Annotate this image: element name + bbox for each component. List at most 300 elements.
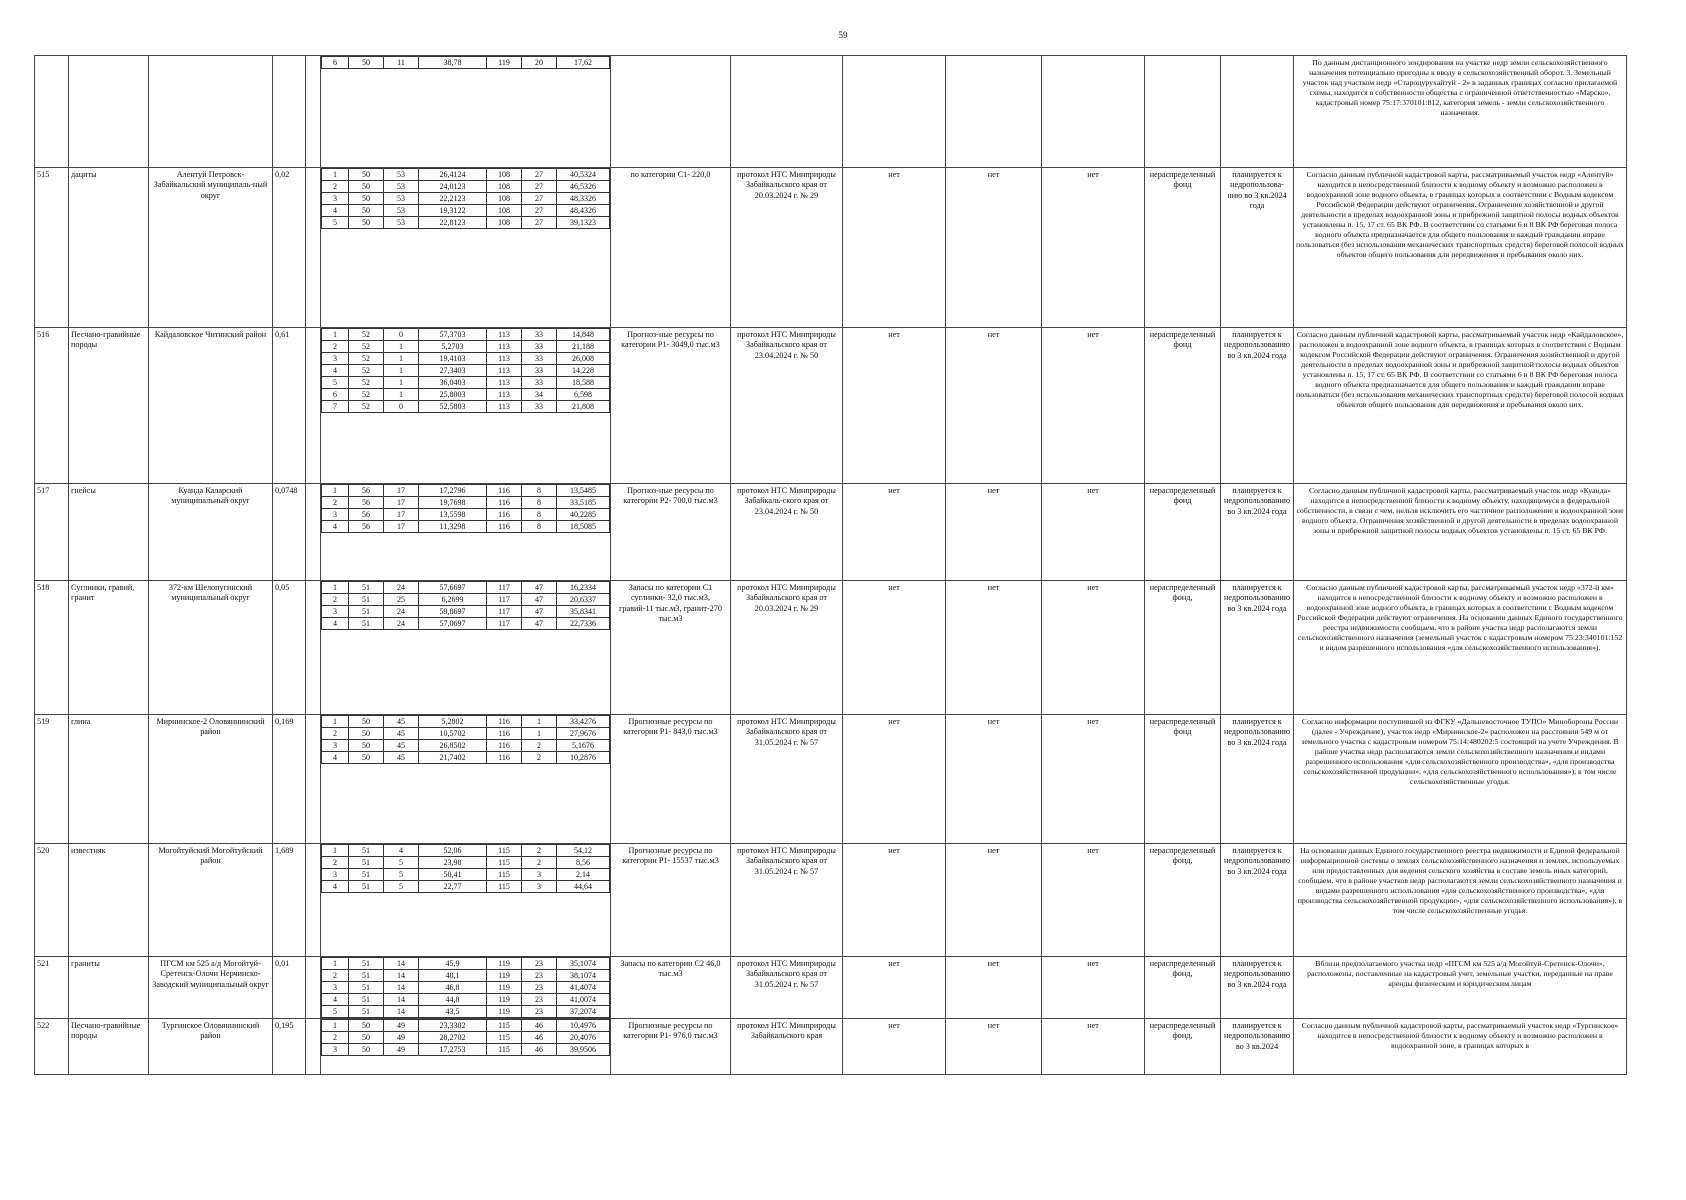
coordinate-value: 0 bbox=[384, 329, 419, 341]
fund-status bbox=[1145, 56, 1221, 168]
coordinates-cell bbox=[321, 328, 611, 484]
coordinate-value: 2 bbox=[522, 845, 557, 857]
coordinate-value: 51 bbox=[349, 881, 384, 893]
coordinate-point bbox=[322, 728, 610, 740]
coordinates-cell bbox=[321, 844, 611, 957]
coordinate-value: 2,14 bbox=[557, 869, 610, 881]
coordinate-value: 2 bbox=[322, 594, 349, 606]
restriction-1: нет bbox=[843, 581, 946, 715]
coordinate-value: 113 bbox=[487, 377, 522, 389]
restriction-2: нет bbox=[946, 1019, 1042, 1075]
restriction-1: нет bbox=[843, 484, 946, 581]
coordinate-point bbox=[322, 521, 610, 533]
coordinate-value: 50,41 bbox=[419, 869, 487, 881]
coordinates-table bbox=[321, 1019, 610, 1056]
coordinate-value: 1 bbox=[522, 728, 557, 740]
row-number: 516 bbox=[35, 328, 69, 484]
coordinate-value: 4 bbox=[322, 994, 349, 1006]
coordinate-value: 14 bbox=[384, 1006, 419, 1018]
row-number: 515 bbox=[35, 168, 69, 328]
restriction-2: нет bbox=[946, 715, 1042, 844]
coordinate-value: 4 bbox=[322, 618, 349, 630]
site-area bbox=[273, 56, 306, 168]
approval-protocol bbox=[731, 56, 843, 168]
coordinate-value: 1 bbox=[322, 329, 349, 341]
coordinate-value: 45 bbox=[384, 740, 419, 752]
coordinates-cell bbox=[321, 56, 611, 168]
coordinate-value: 116 bbox=[487, 752, 522, 764]
coordinate-value: 21,188 bbox=[557, 341, 610, 353]
restriction-1: нет bbox=[843, 1019, 946, 1075]
coordinate-value: 5,2703 bbox=[419, 341, 487, 353]
coordinate-value: 33 bbox=[522, 401, 557, 413]
site-area: 0,0748 bbox=[273, 484, 306, 581]
coordinate-value: 23 bbox=[522, 958, 557, 970]
coordinate-value: 13,5598 bbox=[419, 509, 487, 521]
coordinate-value: 50 bbox=[349, 217, 384, 229]
coordinate-value: 113 bbox=[487, 353, 522, 365]
site-note: Согласно данным публичной кадастровой карты, рассматриваемый участок недр «372-й км» находится в непосредственной близости к водному объекту и возможно расположен в водоохранной зоне водного объекта, в границах которых в соответствии с Водным кодексом Российской Федерации действуют ограничения. На основании данных Единого государственного реестра недвижимости сообщаем, что в районе участка недр располагаются земли сельскохозяйственного назначения (земельный участок с кадастровым номером 75:23:340101:152 и видом разрешенного использования «для сельскохозяйственного использования»). bbox=[1294, 581, 1627, 715]
restriction-3: нет bbox=[1042, 328, 1145, 484]
coordinate-value: 14,848 bbox=[557, 329, 610, 341]
coordinate-value: 24 bbox=[384, 582, 419, 594]
coordinate-value: 2 bbox=[322, 970, 349, 982]
coordinate-value: 46 bbox=[522, 1032, 557, 1044]
restriction-2: нет bbox=[946, 328, 1042, 484]
restriction-3: нет bbox=[1042, 844, 1145, 957]
mineral-type: граниты bbox=[69, 957, 149, 1019]
coordinate-value: 50 bbox=[349, 716, 384, 728]
resources-estimate: Прогноз-ные ресурсы по категории Р1- 3049,0 тыс.м3 bbox=[611, 328, 731, 484]
coordinate-value: 1 bbox=[322, 169, 349, 181]
restriction-1: нет bbox=[843, 844, 946, 957]
site-area: 0,01 bbox=[273, 957, 306, 1019]
coordinate-value: 24 bbox=[384, 606, 419, 618]
coordinates-table bbox=[321, 328, 610, 413]
coordinate-point bbox=[322, 193, 610, 205]
coordinate-value: 1 bbox=[322, 485, 349, 497]
coordinate-point bbox=[322, 509, 610, 521]
site-area: 0,05 bbox=[273, 581, 306, 715]
coordinate-point bbox=[322, 485, 610, 497]
spacer-cell bbox=[306, 1019, 321, 1075]
coordinate-point bbox=[322, 365, 610, 377]
coordinate-value: 39,9506 bbox=[557, 1044, 610, 1056]
register-row bbox=[35, 957, 1627, 1019]
coordinate-value: 23 bbox=[522, 970, 557, 982]
site-note: Вблизи предполагаемого участка недр «ПГСМ км 525 а/д Могойтуй-Сретенск-Олочи», расположены, поставленные на кадастровый учет, земельные участки, переданные на праве аренды физическим и юридическим лицам bbox=[1294, 957, 1627, 1019]
coordinate-point bbox=[322, 845, 610, 857]
coordinate-point bbox=[322, 994, 610, 1006]
coordinate-value: 47 bbox=[522, 582, 557, 594]
coordinate-value: 46,8 bbox=[419, 982, 487, 994]
coordinate-point bbox=[322, 497, 610, 509]
coordinate-value: 51 bbox=[349, 857, 384, 869]
coordinate-value: 6,598 bbox=[557, 389, 610, 401]
coordinate-value: 22,2123 bbox=[419, 193, 487, 205]
coordinate-point bbox=[322, 970, 610, 982]
coordinate-value: 2 bbox=[322, 1032, 349, 1044]
coordinate-value: 115 bbox=[487, 845, 522, 857]
coordinate-value: 48,3326 bbox=[557, 193, 610, 205]
coordinate-value: 108 bbox=[487, 205, 522, 217]
coordinate-value: 23,98 bbox=[419, 857, 487, 869]
spacer-cell bbox=[306, 56, 321, 168]
coordinate-value: 27 bbox=[522, 169, 557, 181]
spacer-cell bbox=[306, 168, 321, 328]
coordinate-value: 27 bbox=[522, 217, 557, 229]
coordinate-value: 26,008 bbox=[557, 353, 610, 365]
coordinate-value: 17 bbox=[384, 497, 419, 509]
coordinate-value: 21,808 bbox=[557, 401, 610, 413]
coordinate-point bbox=[322, 181, 610, 193]
approval-protocol: протокол НТС Минприроды Забайкальского края от 31.05.2024 г. № 57 bbox=[731, 957, 843, 1019]
fund-status: нераспределенный фонд bbox=[1145, 715, 1221, 844]
register-row bbox=[35, 844, 1627, 957]
site-area: 0,02 bbox=[273, 168, 306, 328]
coordinate-value: 25,8003 bbox=[419, 389, 487, 401]
coordinate-value: 14,228 bbox=[557, 365, 610, 377]
coordinate-value: 36,0403 bbox=[419, 377, 487, 389]
coordinate-value: 27 bbox=[522, 181, 557, 193]
coordinate-point bbox=[322, 869, 610, 881]
coordinate-value: 108 bbox=[487, 193, 522, 205]
coordinate-value: 45 bbox=[384, 716, 419, 728]
mineral-type: глина bbox=[69, 715, 149, 844]
coordinate-point bbox=[322, 618, 610, 630]
restriction-3: нет bbox=[1042, 1019, 1145, 1075]
coordinate-value: 6 bbox=[322, 389, 349, 401]
coordinate-value: 108 bbox=[487, 181, 522, 193]
register-row bbox=[35, 168, 1627, 328]
coordinate-point bbox=[322, 389, 610, 401]
coordinate-value: 49 bbox=[384, 1020, 419, 1032]
row-number: 522 bbox=[35, 1019, 69, 1075]
coordinate-value: 33 bbox=[522, 329, 557, 341]
coordinates-cell bbox=[321, 484, 611, 581]
coordinate-value: 8 bbox=[522, 509, 557, 521]
fund-status: нераспределенный фонд, bbox=[1145, 844, 1221, 957]
mineral-type: Песчано-гравийные породы bbox=[69, 328, 149, 484]
coordinate-value: 51 bbox=[349, 594, 384, 606]
coordinate-value: 17 bbox=[384, 485, 419, 497]
coordinate-point bbox=[322, 57, 610, 69]
coordinate-value: 45 bbox=[384, 728, 419, 740]
coordinate-value: 47 bbox=[522, 618, 557, 630]
coordinate-value: 1 bbox=[384, 353, 419, 365]
coordinate-value: 2 bbox=[322, 857, 349, 869]
coordinate-value: 23 bbox=[522, 994, 557, 1006]
coordinate-value: 113 bbox=[487, 341, 522, 353]
coordinate-value: 48,1 bbox=[419, 970, 487, 982]
coordinate-value: 26,4124 bbox=[419, 169, 487, 181]
site-note: По данным дистанционного зондирования на участке недр земли сельскохозяйственного назначения потенциально пригодны к вводу в сельскохозяйственный оборот. 3. Земельный участок над участком недр «Староцурухайтуй - 2» в заданных границах согласно прилагаемой схемы, находится в собственности общества с ограниченной ответственностью «Марско», кадастровый номер 75:17:370101:812, категория земель - земли сельскохозяйственного назначения. bbox=[1294, 56, 1627, 168]
coordinate-value: 57,3703 bbox=[419, 329, 487, 341]
coordinate-point bbox=[322, 594, 610, 606]
coordinate-value: 28,2702 bbox=[419, 1032, 487, 1044]
coordinate-value: 117 bbox=[487, 606, 522, 618]
coordinate-value: 22,7336 bbox=[557, 618, 610, 630]
coordinate-value: 2 bbox=[522, 857, 557, 869]
spacer-cell bbox=[306, 957, 321, 1019]
site-name: Тургинское Оловяннинский район bbox=[149, 1019, 273, 1075]
restriction-3: нет bbox=[1042, 715, 1145, 844]
coordinate-value: 34 bbox=[522, 389, 557, 401]
row-number: 521 bbox=[35, 957, 69, 1019]
coordinate-value: 22,8123 bbox=[419, 217, 487, 229]
coordinate-value: 50 bbox=[349, 193, 384, 205]
restriction-3 bbox=[1042, 56, 1145, 168]
coordinate-value: 50 bbox=[349, 205, 384, 217]
restriction-1: нет bbox=[843, 328, 946, 484]
usage-plan: планируется к недропользова-нию во 3 кв.2024 года bbox=[1221, 168, 1294, 328]
site-name: Куанда Каларский муниципальный округ bbox=[149, 484, 273, 581]
coordinate-value: 3 bbox=[522, 869, 557, 881]
coordinate-value: 50 bbox=[349, 169, 384, 181]
coordinate-value: 11 bbox=[384, 57, 419, 69]
coordinate-value: 3 bbox=[322, 509, 349, 521]
coordinate-value: 113 bbox=[487, 365, 522, 377]
restriction-2: нет bbox=[946, 581, 1042, 715]
row-number bbox=[35, 56, 69, 168]
coordinate-value: 4 bbox=[322, 205, 349, 217]
coordinate-value: 56 bbox=[349, 521, 384, 533]
coordinate-value: 47 bbox=[522, 594, 557, 606]
coordinate-value: 5 bbox=[322, 377, 349, 389]
coordinate-value: 1 bbox=[522, 716, 557, 728]
coordinate-value: 5 bbox=[322, 1006, 349, 1018]
coordinate-value: 50 bbox=[349, 1020, 384, 1032]
coordinate-value: 50 bbox=[349, 728, 384, 740]
coordinate-value: 27,9676 bbox=[557, 728, 610, 740]
coordinate-value: 14 bbox=[384, 970, 419, 982]
coordinate-value: 44,64 bbox=[557, 881, 610, 893]
coordinate-value: 0 bbox=[384, 401, 419, 413]
approval-protocol: протокол НТС Минприроды Забайкальского края от 20.03.2024 г. № 29 bbox=[731, 581, 843, 715]
coordinate-point bbox=[322, 881, 610, 893]
coordinate-value: 3 bbox=[322, 353, 349, 365]
coordinate-value: 3 bbox=[322, 606, 349, 618]
restriction-2 bbox=[946, 56, 1042, 168]
restriction-1 bbox=[843, 56, 946, 168]
coordinate-value: 51 bbox=[349, 845, 384, 857]
fund-status: нераспределенный фонд bbox=[1145, 484, 1221, 581]
coordinate-point bbox=[322, 582, 610, 594]
coordinate-value: 108 bbox=[487, 169, 522, 181]
coordinate-point bbox=[322, 1044, 610, 1056]
coordinate-point bbox=[322, 169, 610, 181]
coordinate-value: 10,4976 bbox=[557, 1020, 610, 1032]
site-name: ПГСМ км 525 а/д Могойтуй-Сретенск-Олочи Нерчинско-Заводский муниципальный округ bbox=[149, 957, 273, 1019]
coordinate-value: 119 bbox=[487, 958, 522, 970]
coordinate-value: 1 bbox=[384, 389, 419, 401]
coordinate-value: 52 bbox=[349, 353, 384, 365]
coordinate-point bbox=[322, 217, 610, 229]
coordinates-table bbox=[321, 844, 610, 893]
site-note: Согласно данным публичной кадастровой карты, рассматриваемый участок недр «Тургинское» находится в непосредственной близости к водному объекту и возможно расположен в водоохранной зоне, в границах которых в bbox=[1294, 1019, 1627, 1075]
coordinate-value: 49 bbox=[384, 1032, 419, 1044]
coordinate-value: 53 bbox=[384, 217, 419, 229]
coordinate-value: 17 bbox=[384, 521, 419, 533]
site-note: Согласно данным публичной кадастровой карты, рассматриваемый участок недр «Куанда» находится в непосредственной близости к водному объекту, находящемуся в федеральной собственности, в связи с чем, нельзя исключить его частичное расположение в водоохранной зоне водного объекта. Ограничения хозяйственной и другой деятельности в пределах водоохранной зоны и прибрежной защитной полосы водных объектов установлены п. 15 ст. 65 ВК РФ. bbox=[1294, 484, 1627, 581]
coordinate-value: 37,2074 bbox=[557, 1006, 610, 1018]
register-row bbox=[35, 1019, 1627, 1075]
coordinate-value: 51 bbox=[349, 606, 384, 618]
fund-status: нераспределенный фонд bbox=[1145, 168, 1221, 328]
coordinate-value: 24,0123 bbox=[419, 181, 487, 193]
coordinate-value: 11,3298 bbox=[419, 521, 487, 533]
coordinate-value: 115 bbox=[487, 857, 522, 869]
coordinate-value: 46 bbox=[522, 1020, 557, 1032]
coordinate-value: 119 bbox=[487, 970, 522, 982]
restriction-3: нет bbox=[1042, 957, 1145, 1019]
site-note: Согласно информации поступившей из ФГКУ «Дальневосточное ТУПО» Минобороны России (далее - Учреждение), участок недр «Мирнинское-2» расположен на расстоянии 549 м от земельного участка с кадастровым номером 75:14:480202:5 состоящий на учете Учреждения. В районе участка недр располагаются земли сельскохозяйственного назначения и видами разрешенного использования «для сельскохозяйственного производства», «для производства сельскохозяйственной продукции», «для сельскохозяйственного использования»), в том числе сельскохозяйственные угодья. bbox=[1294, 715, 1627, 844]
resources-estimate: Прогноз-ные ресурсы по категории Р2- 700,0 тыс.м3 bbox=[611, 484, 731, 581]
usage-plan: планируется к недропользованию во 3 кв.2024 года bbox=[1221, 715, 1294, 844]
coordinate-value: 1 bbox=[322, 582, 349, 594]
coordinate-value: 50 bbox=[349, 57, 384, 69]
coordinate-value: 56 bbox=[349, 509, 384, 521]
coordinate-point bbox=[322, 982, 610, 994]
coordinate-value: 1 bbox=[322, 845, 349, 857]
coordinate-value: 51 bbox=[349, 970, 384, 982]
coordinate-value: 8 bbox=[522, 521, 557, 533]
register-row bbox=[35, 581, 1627, 715]
coordinate-value: 38,78 bbox=[419, 57, 487, 69]
coordinate-value: 53 bbox=[384, 169, 419, 181]
coordinate-value: 4 bbox=[322, 365, 349, 377]
coordinate-point bbox=[322, 205, 610, 217]
coordinate-value: 5,2802 bbox=[419, 716, 487, 728]
coordinate-value: 5,1676 bbox=[557, 740, 610, 752]
coordinate-value: 116 bbox=[487, 740, 522, 752]
coordinate-value: 23 bbox=[522, 982, 557, 994]
coordinate-value: 20 bbox=[522, 57, 557, 69]
coordinate-value: 52,5803 bbox=[419, 401, 487, 413]
coordinate-value: 4 bbox=[322, 752, 349, 764]
coordinate-value: 119 bbox=[487, 57, 522, 69]
coordinate-value: 10,2876 bbox=[557, 752, 610, 764]
coordinate-value: 51 bbox=[349, 958, 384, 970]
coordinate-value: 4 bbox=[322, 881, 349, 893]
coordinate-point bbox=[322, 1020, 610, 1032]
usage-plan: планируется к недропользованию во 3 кв.2024 bbox=[1221, 1019, 1294, 1075]
spacer-cell bbox=[306, 484, 321, 581]
coordinate-value: 33 bbox=[522, 365, 557, 377]
coordinate-value: 23 bbox=[522, 1006, 557, 1018]
coordinate-value: 51 bbox=[349, 1006, 384, 1018]
coordinate-value: 27 bbox=[522, 205, 557, 217]
spacer-cell bbox=[306, 844, 321, 957]
coordinate-value: 52 bbox=[349, 365, 384, 377]
coordinate-value: 24 bbox=[384, 618, 419, 630]
coordinate-value: 48,4326 bbox=[557, 205, 610, 217]
coordinate-value: 14 bbox=[384, 994, 419, 1006]
coordinate-value: 20,6337 bbox=[557, 594, 610, 606]
coordinate-value: 5 bbox=[322, 217, 349, 229]
coordinate-value: 19,7698 bbox=[419, 497, 487, 509]
restriction-2: нет bbox=[946, 844, 1042, 957]
coordinate-value: 41,0074 bbox=[557, 994, 610, 1006]
coordinate-value: 45,9 bbox=[419, 958, 487, 970]
coordinate-point bbox=[322, 329, 610, 341]
coordinate-value: 19,3122 bbox=[419, 205, 487, 217]
coordinate-value: 22,77 bbox=[419, 881, 487, 893]
fund-status: нераспределенный фонд, bbox=[1145, 1019, 1221, 1075]
coordinate-value: 51 bbox=[349, 618, 384, 630]
page-number: 59 bbox=[838, 30, 848, 40]
resources-estimate: по категории С1- 220,0 bbox=[611, 168, 731, 328]
coordinate-value: 6,2699 bbox=[419, 594, 487, 606]
coordinates-cell bbox=[321, 581, 611, 715]
coordinate-value: 27 bbox=[522, 193, 557, 205]
coordinate-value: 53 bbox=[384, 205, 419, 217]
coordinate-value: 52 bbox=[349, 401, 384, 413]
coordinate-point bbox=[322, 401, 610, 413]
usage-plan: планируется к недропользованию во 3 кв.2024 года bbox=[1221, 957, 1294, 1019]
restriction-1: нет bbox=[843, 168, 946, 328]
coordinate-value: 35,8341 bbox=[557, 606, 610, 618]
coordinate-value: 47 bbox=[522, 606, 557, 618]
coordinate-value: 57,0697 bbox=[419, 618, 487, 630]
approval-protocol: протокол НТС Минприроды Забайкальского края от 20.03.2024 г. № 29 bbox=[731, 168, 843, 328]
coordinate-value: 1 bbox=[384, 341, 419, 353]
coordinate-value: 50 bbox=[349, 1032, 384, 1044]
coordinate-value: 8 bbox=[522, 497, 557, 509]
mineral-type bbox=[69, 56, 149, 168]
coordinate-value: 116 bbox=[487, 521, 522, 533]
coordinate-value: 50 bbox=[349, 740, 384, 752]
coordinate-value: 116 bbox=[487, 728, 522, 740]
coordinate-value: 5 bbox=[384, 857, 419, 869]
site-name bbox=[149, 56, 273, 168]
approval-protocol: протокол НТС Минприроды Забайкальского края от 31.05.2024 г. № 57 bbox=[731, 715, 843, 844]
coordinate-value: 115 bbox=[487, 1044, 522, 1056]
coordinate-point bbox=[322, 341, 610, 353]
site-name: Кайдаловское Читинский район bbox=[149, 328, 273, 484]
coordinate-value: 18,588 bbox=[557, 377, 610, 389]
spacer-cell bbox=[306, 328, 321, 484]
coordinate-value: 2 bbox=[522, 740, 557, 752]
coordinate-value: 117 bbox=[487, 618, 522, 630]
mineral-type: гнейсы bbox=[69, 484, 149, 581]
coordinate-value: 5 bbox=[384, 881, 419, 893]
register-body bbox=[35, 56, 1627, 1075]
coordinate-value: 45 bbox=[384, 752, 419, 764]
coordinate-value: 17,2796 bbox=[419, 485, 487, 497]
coordinate-value: 117 bbox=[487, 594, 522, 606]
coordinate-value: 1 bbox=[322, 958, 349, 970]
coordinate-value: 115 bbox=[487, 869, 522, 881]
coordinate-value: 4 bbox=[322, 521, 349, 533]
coordinate-value: 33 bbox=[522, 341, 557, 353]
coordinate-value: 3 bbox=[322, 982, 349, 994]
resources-estimate: Запасы по категории С2 46,0 тыс.м3 bbox=[611, 957, 731, 1019]
coordinate-value: 53 bbox=[384, 181, 419, 193]
coordinate-value: 1 bbox=[322, 716, 349, 728]
coordinate-value: 14 bbox=[384, 982, 419, 994]
coordinate-value: 27,3403 bbox=[419, 365, 487, 377]
spacer-cell bbox=[306, 581, 321, 715]
register-row bbox=[35, 328, 1627, 484]
usage-plan bbox=[1221, 56, 1294, 168]
coordinate-value: 19,4103 bbox=[419, 353, 487, 365]
coordinate-value: 46 bbox=[522, 1044, 557, 1056]
coordinate-point bbox=[322, 958, 610, 970]
restriction-2: нет bbox=[946, 168, 1042, 328]
site-area: 0,61 bbox=[273, 328, 306, 484]
site-name: Мирнинское-2 Оловяннинский район bbox=[149, 715, 273, 844]
